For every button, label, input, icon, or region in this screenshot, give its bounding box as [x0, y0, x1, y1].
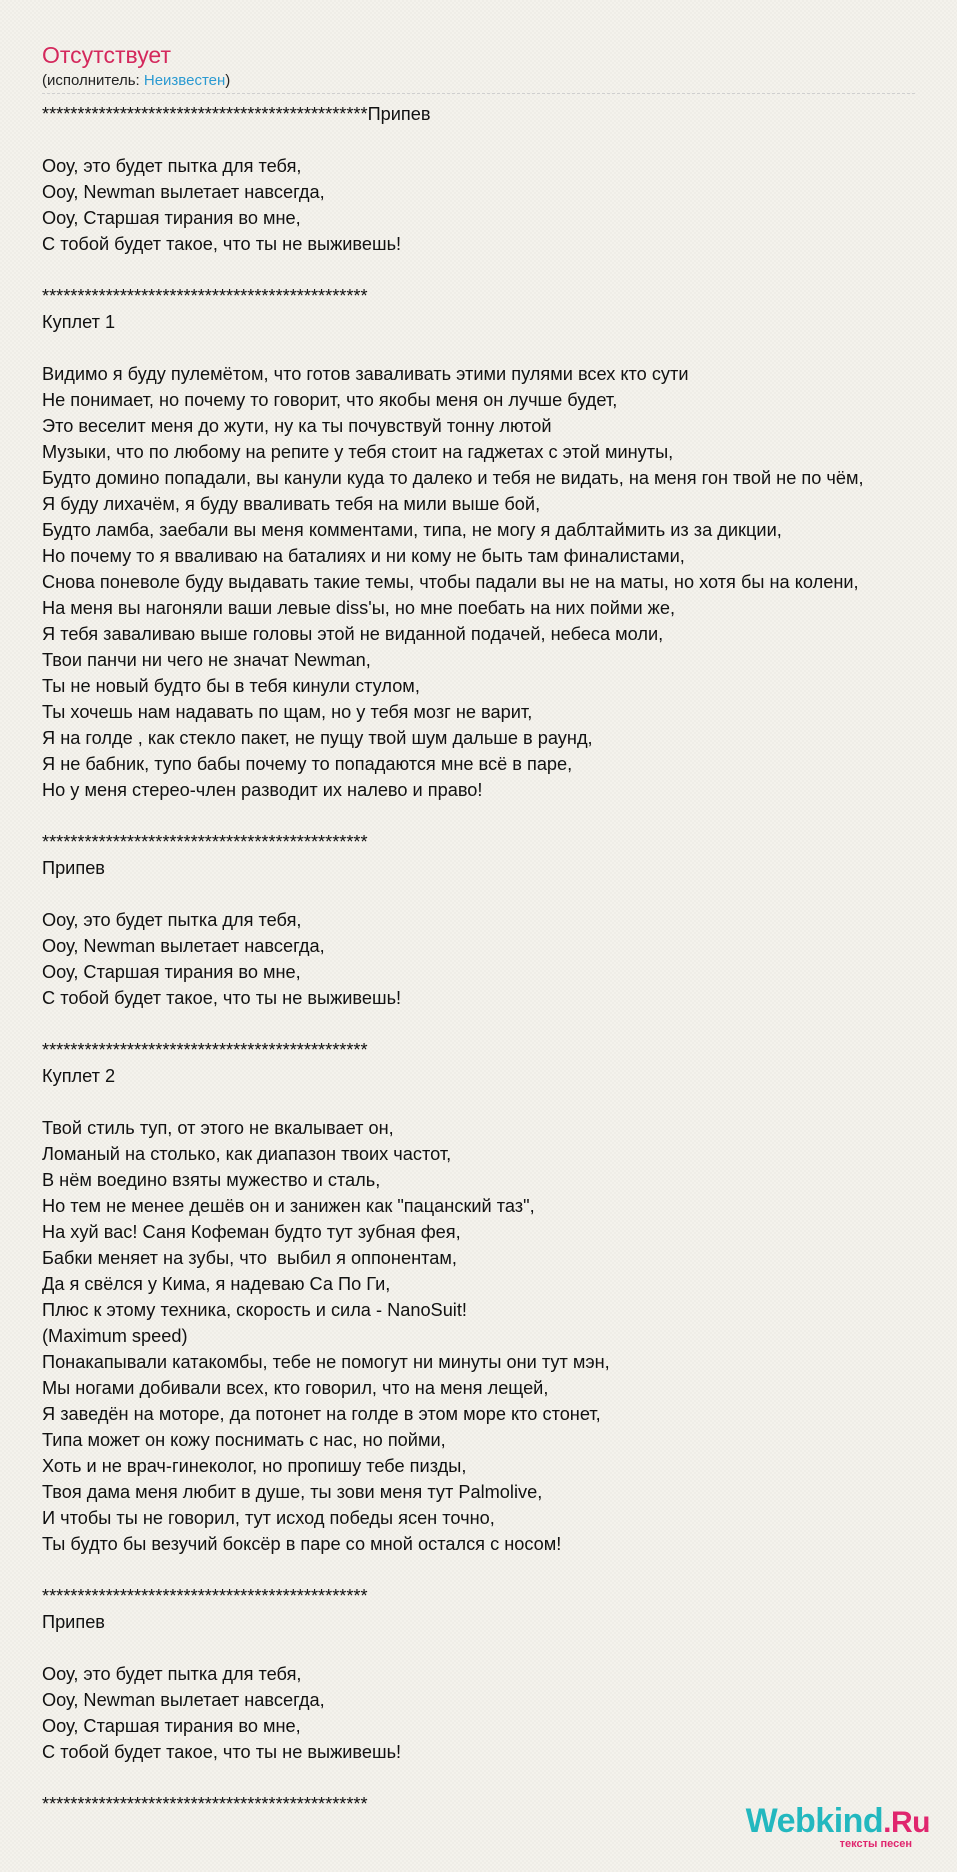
watermark-tagline: тексты песен	[839, 1838, 912, 1850]
song-title: Отсутствует	[42, 42, 171, 68]
artist-line	[42, 71, 915, 90]
artist-prefix: (исполнитель:	[42, 72, 144, 89]
watermark-brand: Webkind	[745, 1802, 884, 1840]
watermark-tld: .Ru	[883, 1806, 930, 1839]
song-page	[42, 40, 915, 1817]
artist-link[interactable]: Неизвестен	[143, 72, 226, 89]
artist-suffix: )	[225, 72, 231, 89]
header-divider	[42, 93, 915, 94]
lyrics-text: **********************************************Припев Ооу, это будет пытка для тебя, Ооу, Newman вылетает навсегда, Ооу, Старшая тирания во мне, С тобой будет такое, что ты не выживешь! ********************************************** Куплет 1 Видимо я буду пулемётом, что готов заваливать этими пулями всех кто сути Не понимает, но почему то говорит, что якобы меня он лучше будет, Это веселит меня до жути, ну ка ты почувствуй тонну лютой Музыки, что по любому на репите у тебя стоит на гаджетах с этой минуты, Будто домино попадали, вы канули куда то далеко и тебя не видать, на меня гон твой не по чём, Я буду лихачём, я буду вваливать тебя на мили выше бой, Будто ламба, заебали вы меня комментами, типа, не могу я даблтаймить из за дикции, Но почему то я вваливаю на баталиях и ни кому не быть там финалистами, Снова поневоле буду выдавать такие темы, чтобы падали вы не на маты, но хотя бы на колени, На меня вы нагоняли ваши левые diss'ы, но мне поебать на них пойми же, Я тебя заваливаю выше головы этой не виданной подачей, небеса моли, Твои панчи ни чего не значат Newman, Ты не новый будто бы в тебя кинули стулом, Ты хочешь нам надавать по щам, но у тебя мозг не варит, Я на голде , как стекло пакет, не пущу твой шум дальше в раунд, Я не бабник, тупо бабы почему то попадаются мне всё в паре, Но у меня стерео-член разводит их налево и право! ********************************************** Припев Ооу, это будет пытка для тебя, Ооу, Newman вылетает навсегда, Ооу, Старшая тирания во мне, С тобой будет такое, что ты не выживешь! ********************************************** Куплет 2 Твой стиль туп, от этого не вкалывает он, Ломаный на столько, как диапазон твоих частот, В нём воедино взяты мужество и сталь, Но тем не менее дешёв он и занижен как "пацанский таз", На хуй вас! Саня Кофеман будто тут зубная фея, Бабки меняет на зубы, что выбил я оппонентам, Да я свёлся у Кима, я надеваю Са По Ги, Плюс к этому техника, скорость и сила - NanoSuit! (Maximum speed) Понакапывали катакомбы, тебе не помогут ни минуты они тут мэн, Мы ногами добивали всех, кто говорил, что на меня лещей, Я заведён на моторе, да потонет на голде в этом море кто стонет, Типа может он кожу поснимать с нас, но пойми, Хоть и не врач-гинеколог, но пропишу тебе пизды, Твоя дама меня любит в душе, ты зови меня тут Palmolive, И чтобы ты не говорил, тут исход победы ясен точно, Ты будто бы везучий боксёр в паре со мной остался с носом! ********************************************** Припев Ооу, это будет пытка для тебя, Ооу, Newman вылетает навсегда, Ооу, Старшая тирания во мне, С тобой будет такое, что ты не выживешь! **********************************************	[42, 104, 864, 1814]
watermark-logo	[740, 1804, 930, 1840]
site-watermark	[740, 1804, 930, 1850]
